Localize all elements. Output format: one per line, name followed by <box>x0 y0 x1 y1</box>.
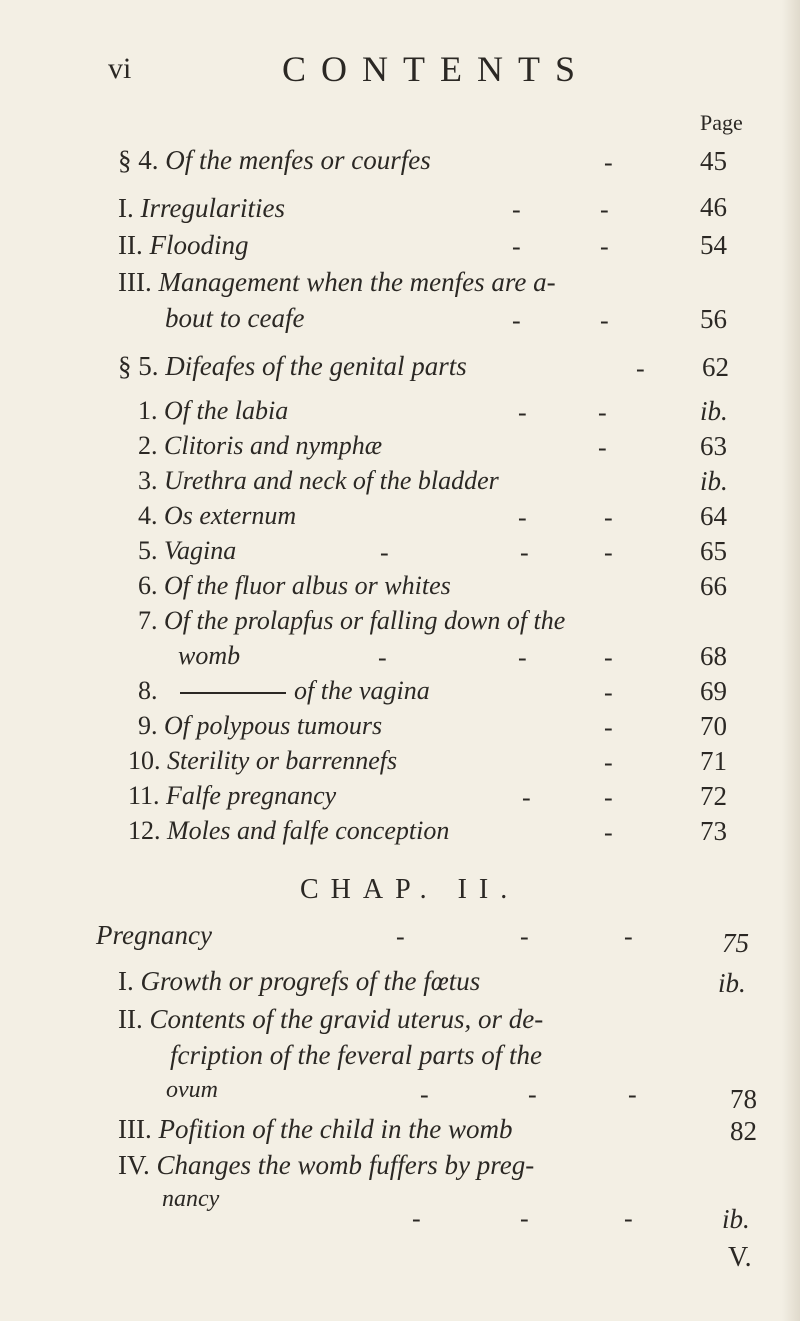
entry-contents-uterus <box>118 1004 543 1035</box>
entry-page: 78 <box>730 1084 757 1114</box>
leader-dash: - <box>624 922 633 951</box>
leader-dash: - <box>512 306 521 335</box>
entry-label: II. <box>118 230 143 260</box>
entry-page: ib. <box>700 466 728 496</box>
leader-dash: - <box>604 678 613 707</box>
leader-dash: - <box>598 433 607 462</box>
leader-dash: - <box>604 643 613 672</box>
section-5-page: 62 <box>702 352 729 382</box>
entry-os-externum <box>138 501 296 531</box>
entry-title: Clitoris and nymphæ <box>164 431 383 460</box>
entry-label: 10. <box>128 746 161 775</box>
leader-dash: - <box>522 783 531 812</box>
entry-page: 82 <box>730 1116 757 1146</box>
leader-dash: - <box>412 1204 421 1233</box>
leader-dash: - <box>600 306 609 335</box>
entry-title: Irregularities <box>140 193 285 223</box>
leader-dash: - <box>520 922 529 951</box>
entry-label: 12. <box>128 816 161 845</box>
entry-label: 9. <box>138 711 158 740</box>
entry-irregularities <box>118 193 285 224</box>
entry-page: 66 <box>700 571 727 601</box>
entry-fluor-albus <box>138 571 451 601</box>
leader-dash: - <box>600 195 609 224</box>
leader-dash: - <box>378 643 387 672</box>
leader-dash: - <box>512 195 521 224</box>
entry-vagina-prolapse <box>138 676 158 706</box>
entry-urethra <box>138 466 499 496</box>
entry-title: Growth or progrefs of the fœtus <box>140 966 481 996</box>
entry-label: IV. <box>118 1150 150 1180</box>
leader-dash: - <box>528 1080 537 1109</box>
entry-label: 7. <box>138 606 158 635</box>
entry-title: Urethra and neck of the bladder <box>164 466 499 495</box>
leader-dash: - <box>512 232 521 261</box>
entry-title-continued: ovum <box>166 1077 218 1103</box>
section-title: Of the menfes or courfes <box>165 145 431 175</box>
entry-title: Changes the womb fuffers by preg- <box>156 1150 535 1180</box>
entry-title: Of polypous tumours <box>164 711 383 740</box>
section-title: Difeafes of the genital parts <box>165 351 467 381</box>
entry-title: Sterility or barrennefs <box>167 746 398 775</box>
entry-labia <box>138 396 288 426</box>
entry-page: 73 <box>700 816 727 846</box>
entry-page: 46 <box>700 192 727 222</box>
entry-page: ib. <box>722 1204 750 1234</box>
entry-management <box>118 267 556 298</box>
leader-dash: - <box>598 398 607 427</box>
entry-title: Of the labia <box>164 396 289 425</box>
entry-title: Flooding <box>149 230 249 260</box>
entry-title: Vagina <box>164 536 237 565</box>
catchword: V. <box>728 1242 752 1273</box>
entry-label: 1. <box>138 396 158 425</box>
entry-title: Falfe pregnancy <box>166 781 337 810</box>
entry-title: Of the prolapfus or falling down of the <box>164 606 566 635</box>
entry-title: Pofition of the child in the womb <box>158 1114 513 1144</box>
leader-dash: - <box>420 1080 429 1109</box>
section-4-page: 45 <box>700 146 727 176</box>
entry-label: 5. <box>138 536 158 565</box>
entry-label: 6. <box>138 571 158 600</box>
entry-sterility <box>128 746 397 776</box>
leader-dash: - <box>624 1204 633 1233</box>
leader-dash: - <box>604 713 613 742</box>
entry-page: 68 <box>700 641 727 671</box>
leader-dash: - <box>518 398 527 427</box>
entry-title: Management when the menfes are a- <box>158 267 556 297</box>
leader-dash: - <box>396 922 405 951</box>
entry-label: III. <box>118 1114 152 1144</box>
entry-position-child <box>118 1114 512 1145</box>
entry-page: 71 <box>700 746 727 776</box>
entry-title-continued: nancy <box>162 1186 220 1212</box>
ditto-rule <box>180 692 286 694</box>
page-edge-shadow <box>782 0 800 1321</box>
entry-clitoris <box>138 431 382 461</box>
entry-page: ib. <box>700 396 728 426</box>
chapter-title: Pregnancy <box>96 920 212 950</box>
section-prefix: § 5. <box>118 351 159 381</box>
entry-label: 11. <box>128 781 160 810</box>
entry-polypous <box>138 711 382 741</box>
leader-dash: - <box>604 538 613 567</box>
entry-title: Of the fluor albus or whites <box>164 571 451 600</box>
entry-label: III. <box>118 267 152 297</box>
entry-page: ib. <box>718 968 746 998</box>
leader-dash: - <box>520 1204 529 1233</box>
leader-dash: - <box>604 748 613 777</box>
entry-page: 65 <box>700 536 727 566</box>
entry-title: Contents of the gravid uterus, or de- <box>149 1004 544 1034</box>
entry-false-pregnancy <box>128 781 336 811</box>
entry-page: 70 <box>700 711 727 741</box>
entry-title: Moles and falfe conception <box>167 816 450 845</box>
entry-page: 72 <box>700 781 727 811</box>
entry-growth <box>118 966 480 997</box>
entry-flooding <box>118 230 248 261</box>
leader-dash: - <box>518 643 527 672</box>
entry-label: 4. <box>138 501 158 530</box>
entry-page: 64 <box>700 501 727 531</box>
leader-dash: - <box>604 818 613 847</box>
entry-title-continued: bout to ceafe <box>165 303 305 333</box>
entry-label: I. <box>118 966 134 996</box>
entry-page: 56 <box>700 304 727 334</box>
entry-label: II. <box>118 1004 143 1034</box>
leader-dash: - <box>518 503 527 532</box>
section-4-entry <box>118 145 431 176</box>
leader-dash: - <box>636 354 645 383</box>
leader-dash: - <box>600 232 609 261</box>
page-number: vi <box>108 52 132 85</box>
entry-label: 8. <box>138 676 158 705</box>
entry-label: I. <box>118 193 134 223</box>
page-title: CONTENTS <box>282 49 590 89</box>
leader-dash: - <box>604 148 613 177</box>
leader-dash: - <box>604 503 613 532</box>
leader-dash: - <box>604 783 613 812</box>
entry-prolapsus <box>138 606 565 636</box>
page-column-label: Page <box>700 110 743 135</box>
entry-label: 2. <box>138 431 158 460</box>
leader-dash: - <box>380 538 389 567</box>
entry-label: 3. <box>138 466 158 495</box>
entry-page: 54 <box>700 230 727 260</box>
chapter-page: 75 <box>722 928 749 958</box>
entry-vagina <box>138 536 236 566</box>
section-prefix: § 4. <box>118 145 159 175</box>
leader-dash: - <box>520 538 529 567</box>
entry-changes-womb <box>118 1150 534 1181</box>
leader-dash: - <box>628 1080 637 1109</box>
entry-title-continued: fcription of the feveral parts of the <box>170 1040 542 1070</box>
entry-moles <box>128 816 449 846</box>
chapter-heading: CHAP. II. <box>300 874 520 905</box>
entry-title: of the vagina <box>294 676 430 705</box>
section-5-entry <box>118 351 467 382</box>
entry-title: Os externum <box>164 501 297 530</box>
entry-page: 63 <box>700 431 727 461</box>
entry-page: 69 <box>700 676 727 706</box>
entry-title-continued: womb <box>178 641 241 670</box>
